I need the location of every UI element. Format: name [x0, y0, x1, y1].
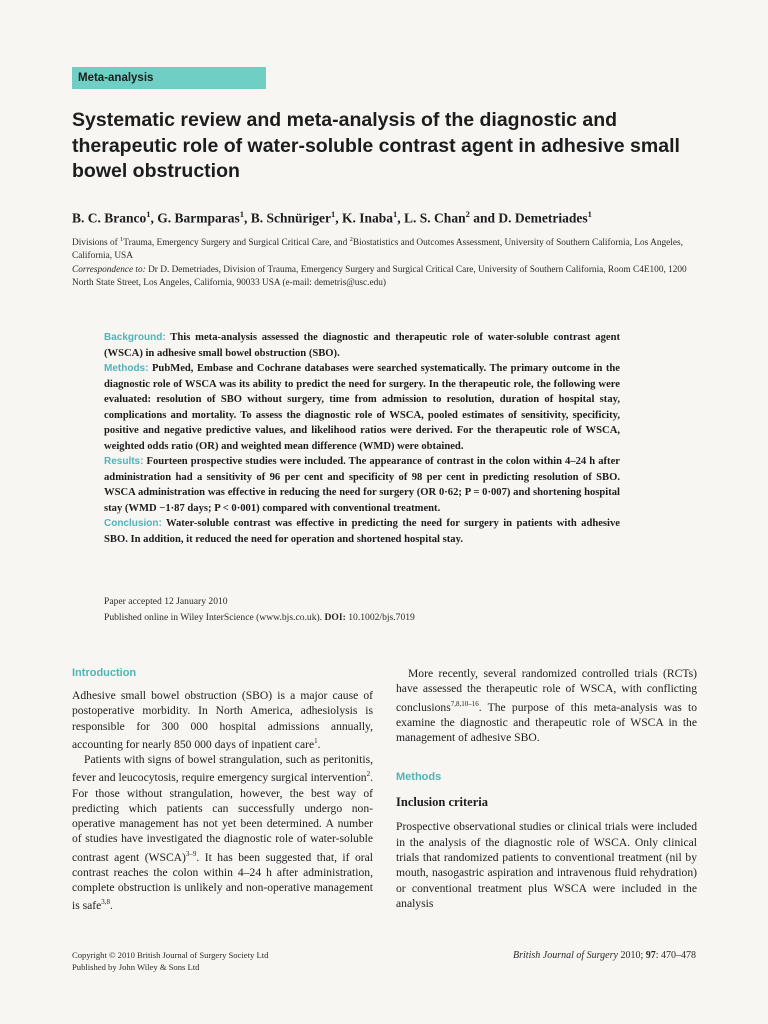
journal-volume: 97 [645, 950, 656, 961]
affil-prefix: Divisions of [72, 238, 121, 249]
copyright-line: Copyright © 2010 British Journal of Surgery Society Ltd [72, 950, 269, 960]
journal-pages: : 470–478 [655, 950, 696, 961]
citation-ref[interactable]: 2 [366, 770, 371, 779]
abstract-label: Methods: [104, 363, 149, 374]
author-affil-ref: 1 [146, 209, 151, 219]
abstract-text: This meta-analysis assessed the diagnostic and therapeutic role of water-soluble contrast agent (WSCA) in adhesive small bowel obstruction (SBO). [104, 332, 620, 359]
section-heading-introduction: Introduction [72, 667, 137, 679]
author: B. C. Branco [72, 210, 147, 226]
abstract-conclusion [104, 516, 620, 547]
body-text: . [110, 899, 113, 913]
author-sep: , [397, 210, 405, 226]
body-text: . [317, 737, 321, 751]
author-affil-ref: 1 [331, 209, 336, 219]
body-text: . For those without strangulation, however, the best way of predicting which patients can successfully undergo non-operative management has not yet been determined. A number of studies have investigated the diagnostic role of water-soluble contrast agent (WSCA) [72, 771, 373, 864]
body-text: Patients with signs of bowel strangulation, such as peritonitis, fever and leucocytosis, require emergency surgical intervention [72, 753, 373, 785]
journal-year: 2010; [617, 950, 646, 961]
body-paragraph [396, 666, 697, 745]
affiliations [72, 233, 698, 290]
subsection-heading: Inclusion criteria [396, 795, 489, 810]
section-tag: Meta-analysis [72, 67, 266, 89]
abstract-results [104, 454, 620, 516]
affil-ref: 1 [120, 236, 124, 243]
section-heading-methods: Methods [396, 771, 442, 784]
author: D. Demetriades [498, 210, 588, 226]
published-line [104, 610, 624, 626]
affil-text: Trauma, Emergency Surgery and Surgical Critical Care, and [123, 238, 350, 249]
author-list [72, 204, 692, 229]
body-paragraph [396, 819, 697, 911]
citation-ref[interactable]: 3,8 [101, 898, 111, 907]
doi-label: DOI: [324, 612, 346, 623]
author-affil-ref: 1 [587, 209, 592, 219]
column-right [396, 666, 697, 911]
body-text: . The purpose of this meta-analysis was to examine the diagnostic and therapeutic role of WSCA in the management of adhesive SBO. [396, 700, 697, 745]
abstract-label: Results: [104, 456, 144, 467]
footer-copyright [72, 950, 392, 973]
author-sep: and [469, 210, 499, 226]
correspondence-text: Dr D. Demetriades, Division of Trauma, Emergency Surgery and Surgical Critical Care, University of Southern California, Room C4E100, 1200 North State Street, Los Angeles, California, 90033 USA (e-mail: demetris@usc.edu) [72, 264, 687, 288]
publication-info [104, 594, 624, 626]
abstract-text: Fourteen prospective studies were included. The appearance of contrast in the colon within 4–24 h after administration had a sensitivity of 96 per cent and specificity of 98 per cent in predicting resolution of SBO. WSCA administration was effective in reducing the need for surgery (OR 0·62; P = 0·007) and shortening hospital stay (WMD −1·87 days; P < 0·001) compared with conventional treatment. [104, 456, 620, 514]
journal-name: British Journal of Surgery [513, 950, 618, 961]
abstract-text: PubMed, Embase and Cochrane databases were searched systematically. The primary outcome in the diagnostic role of WSCA was its ability to predict the need for surgery. In the therapeutic role, the following were evaluated: resolution of SBO without surgery, time from admission to resolution, duration of hospital stay, complications and mortality. To assess the diagnostic role of WSCA, pooled estimates of sensitivity, specificity, positive and negative predictive values, and likelihood ratios were derived. For the therapeutic role of WSCA, weighted odds ratio (OR) and weighted mean difference (WMD) were obtained. [104, 363, 620, 452]
author: L. S. Chan [404, 210, 466, 226]
body-text: Prospective observational studies or clinical trials were included in the analysis of the diagnostic role of WSCA. Only clinical trials that randomized patients to conventional treatment (nil by mouth, nasogastric aspiration and intravenous fluid rehydration) or conventional treatment plus WSCA were included in the analysis [396, 820, 697, 910]
affiliation-line [72, 233, 698, 264]
affil-text: Biostatistics and Outcomes Assessment, University of Southern California, Los Angeles, California, USA [72, 238, 683, 262]
published-text: Published online in Wiley InterScience (www.bjs.co.uk). [104, 612, 325, 623]
author-affil-ref: 1 [239, 209, 244, 219]
article-title: Systematic review and meta-analysis of the diagnostic and therapeutic role of water-soluble contrast agent in adhesive small bowel obstruction [72, 109, 680, 182]
doi-value[interactable]: 10.1002/bjs.7019 [345, 612, 415, 623]
abstract-label: Conclusion: [104, 518, 162, 529]
author: B. Schnüriger [250, 210, 332, 226]
abstract-methods [104, 361, 620, 454]
publisher-line: Published by John Wiley & Sons Ltd [72, 961, 200, 972]
accepted-date: Paper accepted 12 January 2010 [104, 596, 228, 607]
author: G. Barmparas [157, 210, 240, 226]
footer-citation [396, 950, 696, 962]
body-paragraph [72, 688, 373, 752]
citation-ref[interactable]: 7,8,10–16 [450, 699, 479, 708]
body-text: More recently, several randomized controlled trials (RCTs) have assessed the therapeutic role of WSCA, with conflicting conclusions [396, 667, 697, 714]
author: K. Inaba [342, 210, 394, 226]
correspondence [72, 264, 698, 290]
author-sep: , [244, 210, 251, 226]
author-sep: , [150, 210, 158, 226]
body-text: Adhesive small bowel obstruction (SBO) is a major cause of postoperative morbidity. In North America, adhesiolysis is responsible for 300 000 hospital admissions annually, accounting for nearly 850 000 days of inpatient care [72, 689, 373, 751]
affil-ref: 2 [349, 236, 353, 243]
abstract-label: Background: [104, 332, 166, 343]
column-left [72, 666, 373, 914]
author-sep: , [335, 210, 343, 226]
body-text: . It has been suggested that, if oral contrast reaches the colon within 4–24 h after administration, complete obstruction is unlikely and non-operative management is safe [72, 850, 373, 913]
abstract-text: Water-soluble contrast was effective in predicting the need for surgery in patients with adhesive SBO. In addition, it reduced the need for operation and shortened hospital stay. [104, 518, 620, 545]
abstract-background [104, 330, 620, 361]
citation-ref[interactable]: 1 [314, 736, 318, 745]
author-affil-ref: 1 [393, 209, 398, 219]
body-paragraph [72, 752, 373, 914]
correspondence-label: Correspondence to: [72, 264, 146, 275]
abstract [104, 330, 620, 547]
citation-ref[interactable]: 3–9 [185, 849, 197, 858]
author-affil-ref: 2 [465, 209, 470, 219]
